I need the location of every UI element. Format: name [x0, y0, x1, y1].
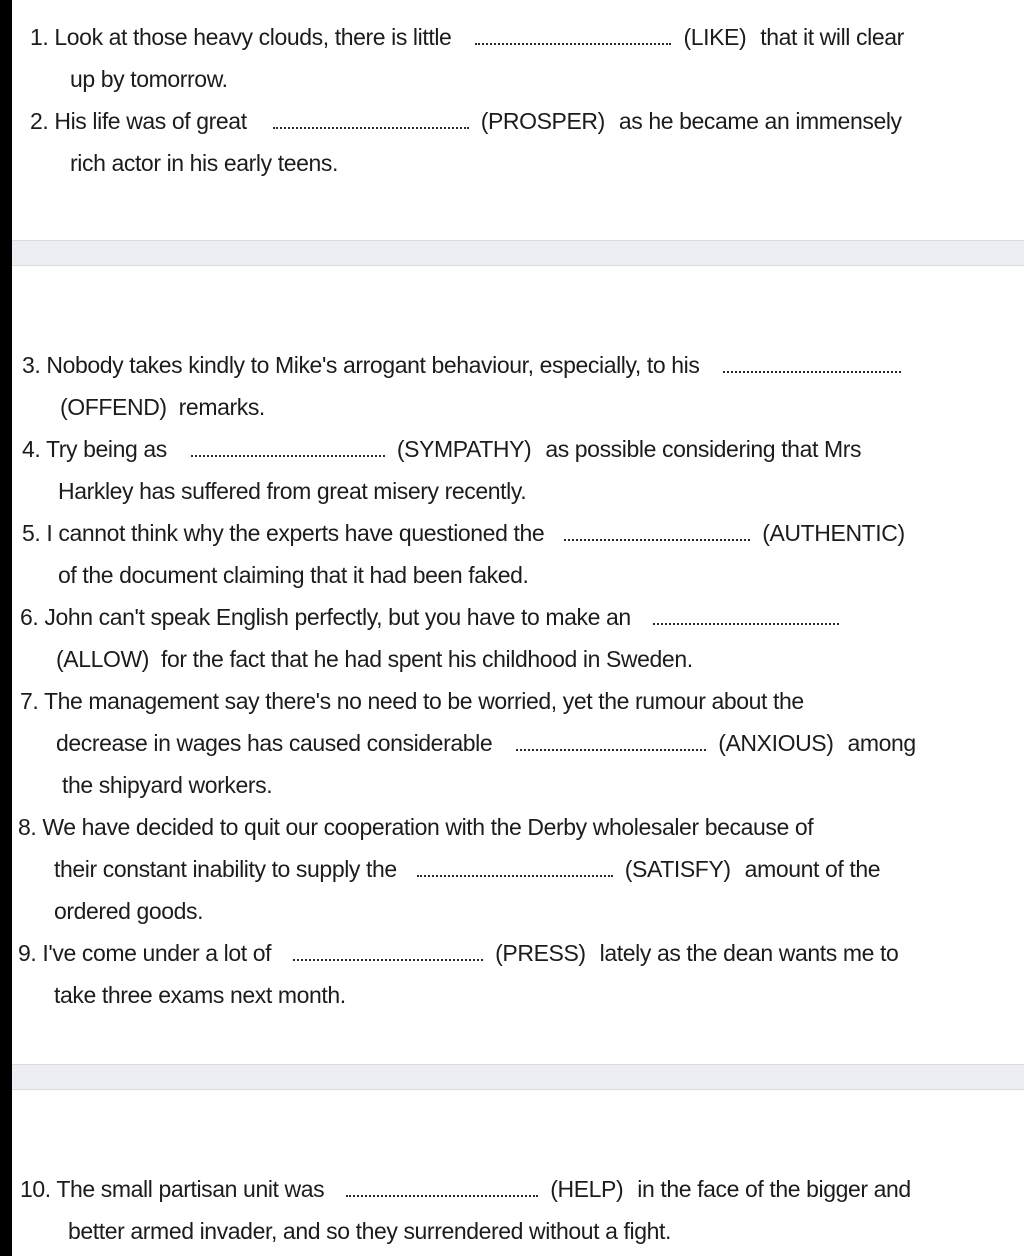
answer-blank[interactable]	[191, 437, 385, 457]
item-number: 9.	[18, 940, 37, 966]
root-word: (ANXIOUS)	[718, 730, 834, 756]
sentence-after-blank: remarks.	[178, 394, 265, 420]
sentence-continuation: rich actor in his early teens.	[70, 150, 338, 176]
sentence-before-blank: Try being as	[45, 436, 167, 462]
exercise-item-1	[30, 16, 904, 100]
sentence-line-1: The management say there's no need to be worried, yet the rumour about the	[43, 688, 804, 714]
sentence-continuation: ordered goods.	[54, 898, 204, 924]
sentence-before-blank: The small partisan unit was	[56, 1176, 325, 1202]
sentence-after-blank: for the fact that he had spent his childhood in Sweden.	[161, 646, 693, 672]
sentence-before-blank: His life was of great	[54, 108, 247, 134]
root-word: (ALLOW)	[56, 646, 150, 672]
sentence-before-blank: John can't speak English perfectly, but you have to make an	[44, 604, 631, 630]
worksheet-page	[12, 0, 1024, 1256]
sentence-continuation: the shipyard workers.	[62, 772, 273, 798]
item-number: 6.	[20, 604, 39, 630]
answer-blank[interactable]	[346, 1177, 538, 1197]
answer-blank[interactable]	[273, 109, 469, 129]
sentence-continuation: better armed invader, and so they surrendered without a fight.	[68, 1218, 671, 1244]
sentence-after-blank: that it will clear	[760, 24, 904, 50]
sentence-after-blank: as he became an immensely	[618, 108, 902, 134]
exercise-item-9	[18, 932, 898, 1016]
sentence-after-blank: among	[847, 730, 916, 756]
item-number: 3.	[22, 352, 41, 378]
sentence-continuation: up by tomorrow.	[70, 66, 228, 92]
root-word: (AUTHENTIC)	[762, 520, 905, 546]
sentence-line-1: We have decided to quit our cooperation with the Derby wholesaler because of	[42, 814, 814, 840]
sentence-before-blank: Look at those heavy clouds, there is little	[54, 24, 452, 50]
root-word: (PROSPER)	[480, 108, 605, 134]
root-word: (PRESS)	[495, 940, 586, 966]
section-divider	[12, 1064, 1024, 1090]
sentence-after-blank: lately as the dean wants me to	[599, 940, 899, 966]
exercise-item-10	[20, 1168, 911, 1252]
root-word: (OFFEND)	[60, 394, 167, 420]
sentence-continuation: of the document claiming that it had been faked.	[58, 562, 529, 588]
exercise-item-2	[30, 100, 902, 184]
answer-blank[interactable]	[293, 941, 483, 961]
exercise-item-8	[18, 806, 880, 932]
root-word: (SATISFY)	[624, 856, 731, 882]
root-word: (LIKE)	[683, 24, 747, 50]
sentence-after-blank: in the face of the bigger and	[637, 1176, 911, 1202]
root-word: (SYMPATHY)	[396, 436, 532, 462]
exercise-item-6	[20, 596, 839, 680]
item-number: 1.	[30, 24, 49, 50]
item-number: 5.	[22, 520, 41, 546]
sentence-continuation: Harkley has suffered from great misery recently.	[58, 478, 527, 504]
sentence-before-blank: I've come under a lot of	[42, 940, 272, 966]
sentence-before-blank: their constant inability to supply the	[54, 856, 397, 882]
sentence-after-blank: as possible considering that Mrs	[545, 436, 862, 462]
answer-blank[interactable]	[653, 605, 839, 625]
item-number: 2.	[30, 108, 49, 134]
exercise-item-7	[20, 680, 916, 806]
answer-blank[interactable]	[417, 857, 613, 877]
sentence-before-blank: decrease in wages has caused considerable	[56, 730, 493, 756]
item-number: 10.	[20, 1176, 51, 1202]
item-number: 8.	[18, 814, 37, 840]
answer-blank[interactable]	[516, 731, 706, 751]
item-number: 4.	[22, 436, 41, 462]
sentence-continuation: take three exams next month.	[54, 982, 346, 1008]
root-word: (HELP)	[550, 1176, 624, 1202]
sentence-before-blank: I cannot think why the experts have questioned the	[46, 520, 545, 546]
answer-blank[interactable]	[475, 25, 671, 45]
answer-blank[interactable]	[564, 521, 750, 541]
exercise-item-3	[22, 344, 901, 428]
sentence-before-blank: Nobody takes kindly to Mike's arrogant behaviour, especially, to his	[46, 352, 700, 378]
item-number: 7.	[20, 688, 39, 714]
answer-blank[interactable]	[723, 353, 901, 373]
exercise-item-4	[22, 428, 861, 512]
exercise-item-5	[22, 512, 905, 596]
sentence-after-blank: amount of the	[744, 856, 881, 882]
section-divider	[12, 240, 1024, 266]
